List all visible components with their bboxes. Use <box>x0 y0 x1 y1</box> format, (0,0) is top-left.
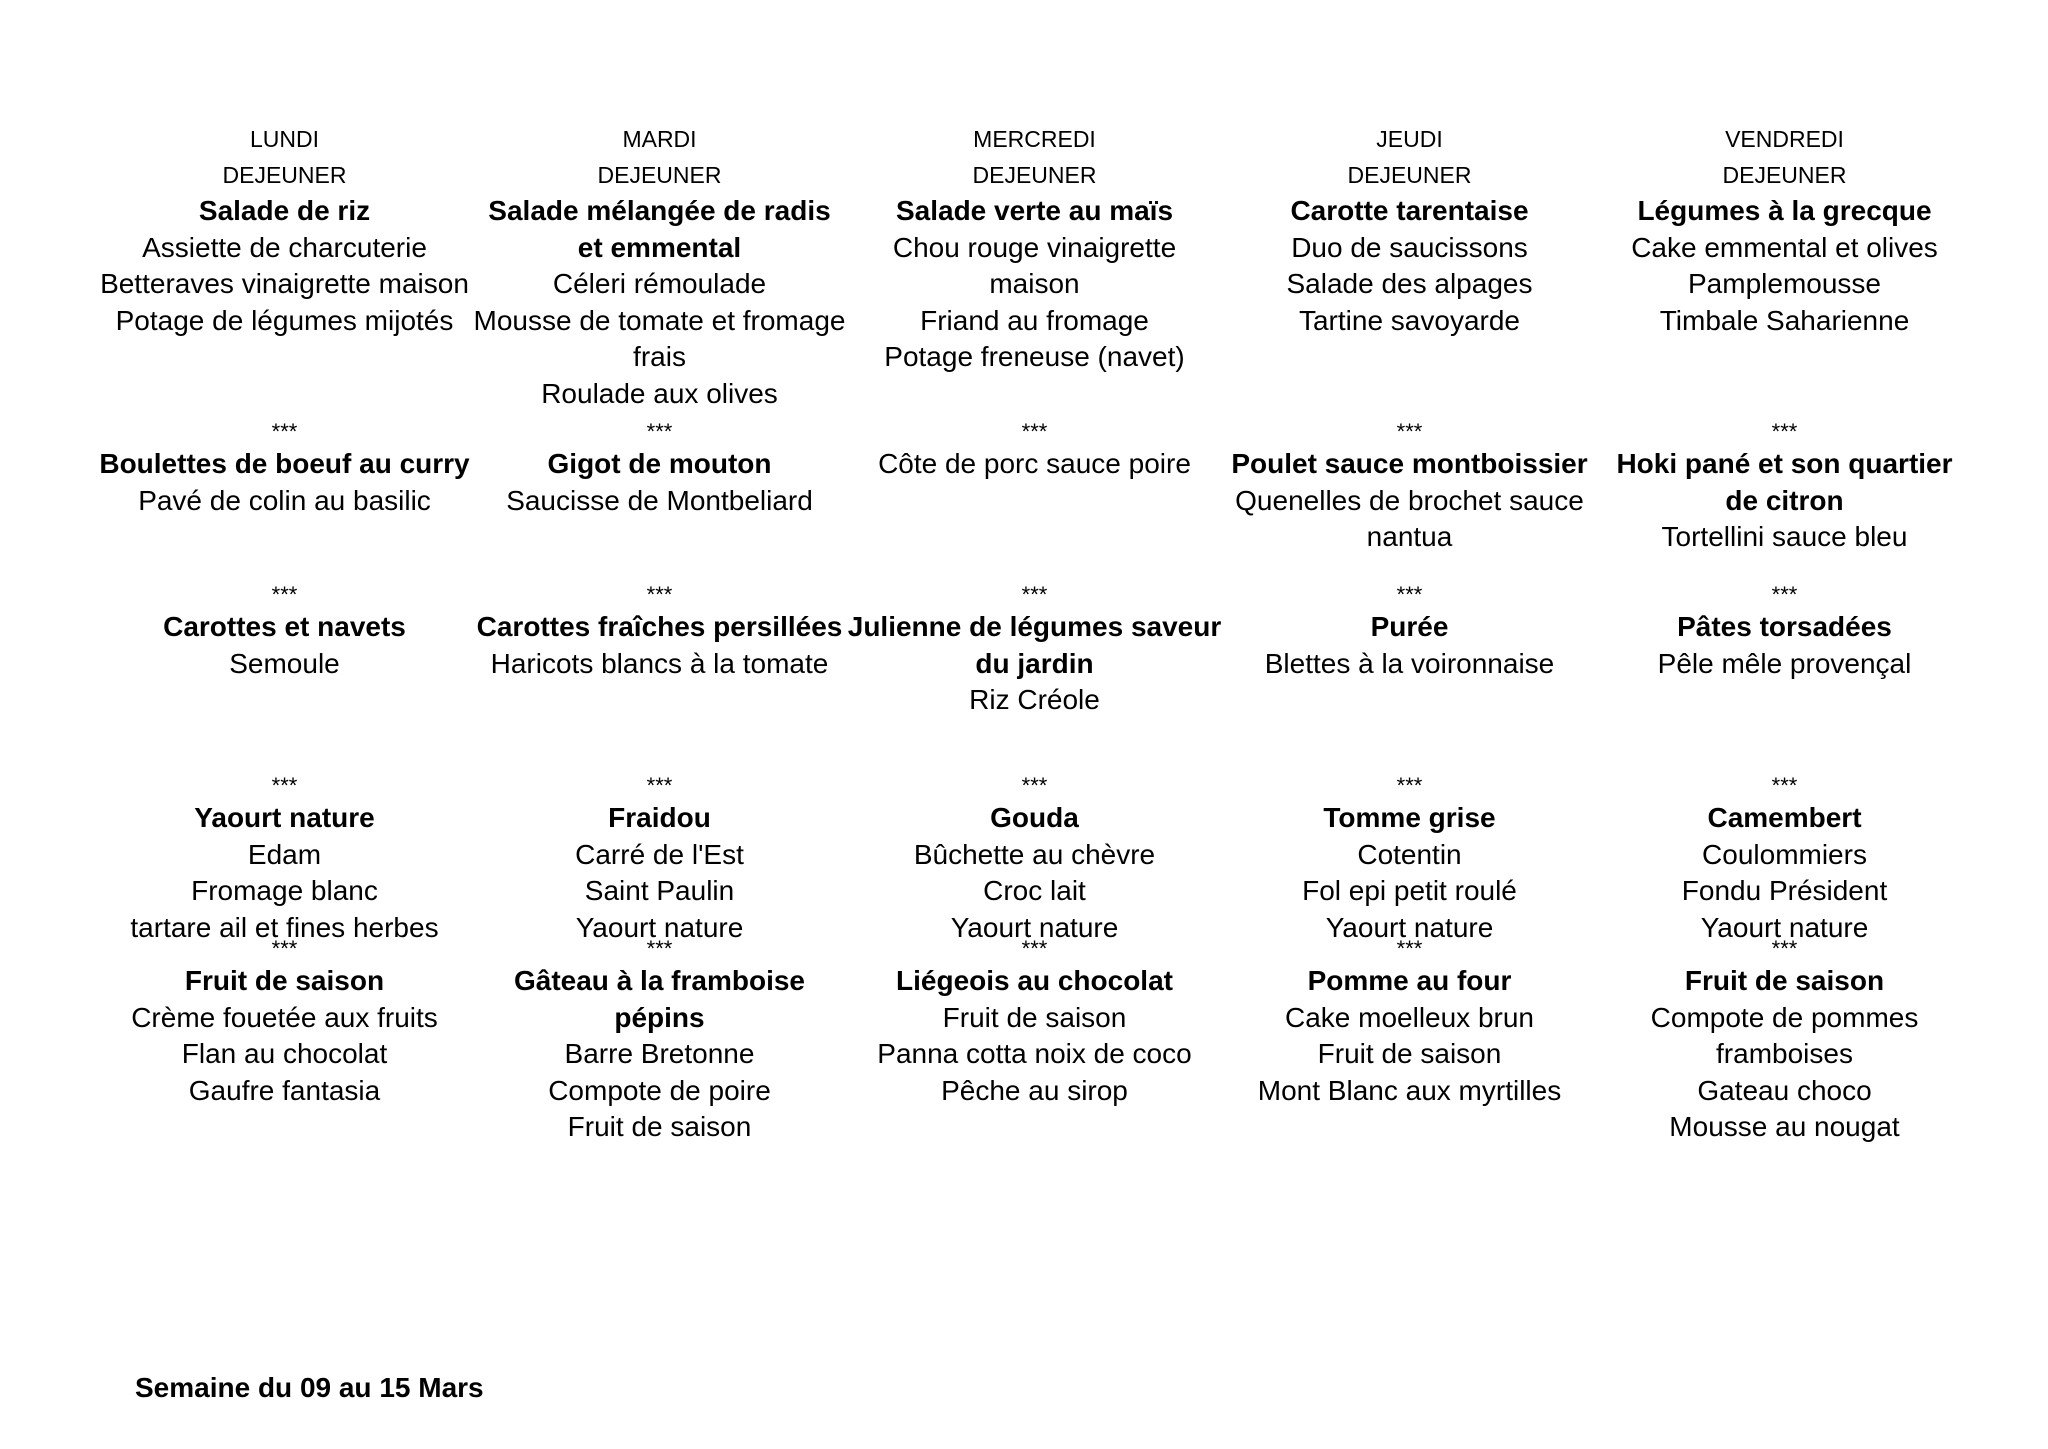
sides-dish: Pâtes torsadées <box>1677 611 1892 642</box>
starters-dish: Salade des alpages <box>1286 268 1533 299</box>
desserts-section <box>472 963 847 1142</box>
dairy-dish: Gouda <box>990 802 1079 833</box>
mains-dish: Poulet sauce montboissier <box>1231 448 1588 479</box>
starters-dish: Potage de légumes mijotés <box>115 304 454 336</box>
starters-section <box>1222 193 1597 421</box>
course-separator: *** <box>1771 582 1798 607</box>
course-separator: *** <box>1021 419 1048 444</box>
starters-dish: Tartine savoyarde <box>1298 304 1520 336</box>
course-separator: *** <box>1396 936 1423 961</box>
course-separator: *** <box>1771 773 1798 798</box>
dairy-section <box>472 800 847 943</box>
dairy-dish: Yaourt nature <box>1700 911 1869 943</box>
desserts-dish: Cake moelleux brun <box>1284 1001 1535 1033</box>
sides-dish: Blettes à la voironnaise <box>1264 647 1555 679</box>
starters-dish: Assiette de charcuterie <box>142 231 427 263</box>
course-separator: *** <box>1396 582 1423 607</box>
starters-section <box>1597 193 1972 421</box>
day-name: JEUDI <box>1376 126 1443 152</box>
desserts-dish: Gaufre fantasia <box>188 1074 381 1106</box>
dairy-dish: Edam <box>247 838 322 870</box>
sides-section <box>847 609 1222 775</box>
mains-dish: Quenelles de brochet sauce nantua <box>1235 484 1584 552</box>
starters-dish: Mousse de tomate et fromage frais <box>473 304 846 372</box>
sides-section <box>472 609 847 775</box>
sides-dish: Haricots blancs à la tomate <box>490 647 829 679</box>
sides-section <box>1597 609 1972 775</box>
dairy-dish: Coulommiers <box>1702 838 1867 870</box>
desserts-section <box>97 963 472 1131</box>
starters-dish: Cake emmental et olives <box>1631 231 1938 263</box>
mains-dish: Tortellini sauce bleu <box>1661 521 1908 552</box>
course-separator: *** <box>1021 936 1048 961</box>
dairy-dish: Fondu Président <box>1681 875 1888 906</box>
course-separator: *** <box>271 419 298 444</box>
course-separator: *** <box>646 773 673 798</box>
dairy-section <box>97 800 472 943</box>
dairy-dish: Carré de l'Est <box>575 838 744 870</box>
course-separator: *** <box>646 582 673 607</box>
meal-label: DEJEUNER <box>597 162 722 188</box>
starters-dish: Salade verte au maïs <box>895 195 1174 226</box>
sides-dish: Pêle mêle provençal <box>1657 647 1912 679</box>
desserts-dish: Fruit de saison <box>1684 965 1885 996</box>
starters-dish: Salade de riz <box>198 195 371 226</box>
desserts-dish: Liégeois au chocolat <box>896 965 1173 996</box>
course-separator: *** <box>271 936 298 961</box>
sides-dish: Riz Créole <box>969 684 1100 715</box>
desserts-dish: Panna cotta noix de coco <box>877 1038 1192 1069</box>
dairy-section <box>1222 800 1597 943</box>
desserts-dish: Mousse au nougat <box>1669 1111 1900 1142</box>
sides-dish: Julienne de légumes saveur du jardin <box>847 611 1222 679</box>
mains-section <box>1597 446 1972 584</box>
sides-dish: Purée <box>1370 611 1449 642</box>
day-column-jeudi <box>1222 121 1597 1131</box>
course-separator: *** <box>1396 419 1423 444</box>
course-separator: *** <box>1021 773 1048 798</box>
course-separator: *** <box>1771 419 1798 444</box>
dairy-dish: tartare ail et fines herbes <box>130 911 439 943</box>
dairy-dish: Fromage blanc <box>191 875 378 906</box>
sides-dish: Carottes et navets <box>163 611 406 642</box>
day-column-lundi <box>97 121 472 1131</box>
desserts-section <box>1597 963 1972 1142</box>
starters-dish: Légumes à la grecque <box>1637 195 1932 226</box>
week-label: Semaine du 09 au 15 Mars <box>135 1372 484 1403</box>
dairy-dish: Yaourt nature <box>575 911 744 943</box>
meal-label: DEJEUNER <box>972 162 1097 188</box>
desserts-section <box>1222 963 1597 1131</box>
mains-dish: Côte de porc sauce poire <box>878 448 1191 479</box>
day-name: MARDI <box>622 126 697 152</box>
mains-section <box>847 446 1222 584</box>
dairy-dish: Bûchette au chèvre <box>913 838 1156 870</box>
course-separator: *** <box>271 773 298 798</box>
desserts-dish: Barre Bretonne <box>564 1038 755 1069</box>
mains-dish: Pavé de colin au basilic <box>138 484 431 516</box>
dairy-dish: Fol epi petit roulé <box>1302 875 1517 906</box>
mains-section <box>1222 446 1597 584</box>
starters-dish: Pamplemousse <box>1688 268 1881 299</box>
course-separator: *** <box>1021 582 1048 607</box>
day-name: MERCREDI <box>973 126 1096 152</box>
desserts-section <box>847 963 1222 1131</box>
course-separator: *** <box>646 936 673 961</box>
starters-section <box>847 193 1222 421</box>
desserts-dish: Pêche au sirop <box>941 1074 1128 1106</box>
mains-section <box>472 446 847 584</box>
mains-dish: Hoki pané et son quartier de citron <box>1616 448 1953 516</box>
dairy-dish: Cotentin <box>1357 838 1462 870</box>
desserts-dish: Fruit de saison <box>1317 1038 1502 1069</box>
weekly-menu-grid <box>97 121 1972 1142</box>
starters-dish: Carotte tarentaise <box>1290 195 1529 226</box>
sides-section <box>97 609 472 775</box>
dairy-dish: Yaourt nature <box>950 911 1119 943</box>
sides-section <box>1222 609 1597 775</box>
desserts-dish: Gâteau à la framboise pépins <box>513 965 805 1033</box>
mains-dish: Boulettes de boeuf au curry <box>99 448 470 479</box>
meal-label: DEJEUNER <box>222 162 347 188</box>
desserts-dish: Fruit de saison <box>567 1111 752 1142</box>
starters-dish: Céleri rémoulade <box>552 268 767 299</box>
meal-label: DEJEUNER <box>1722 162 1847 188</box>
desserts-dish: Fruit de saison <box>942 1001 1127 1033</box>
day-column-mercredi <box>847 121 1222 1131</box>
starters-dish: Timbale Saharienne <box>1659 304 1910 336</box>
dairy-section <box>847 800 1222 943</box>
course-separator: *** <box>271 582 298 607</box>
starters-dish: Betteraves vinaigrette maison <box>100 268 469 299</box>
dairy-dish: Yaourt nature <box>1325 911 1494 943</box>
starters-dish: Chou rouge vinaigrette maison <box>892 231 1177 299</box>
course-separator: *** <box>1396 773 1423 798</box>
dairy-dish: Yaourt nature <box>194 802 375 833</box>
day-column-mardi <box>472 121 847 1142</box>
dairy-dish: Croc lait <box>983 875 1086 906</box>
starters-dish: Salade mélangée de radis et emmental <box>488 195 831 263</box>
day-column-vendredi <box>1597 121 1972 1142</box>
dairy-dish: Tomme grise <box>1323 802 1496 833</box>
mains-dish: Gigot de mouton <box>547 448 772 479</box>
desserts-dish: Compote de poire <box>548 1074 771 1106</box>
mains-section <box>97 446 472 584</box>
sides-dish: Semoule <box>229 647 340 679</box>
desserts-dish: Crème fouetée aux fruits <box>131 1001 438 1033</box>
starters-dish: Friand au fromage <box>920 304 1149 336</box>
course-separator: *** <box>646 419 673 444</box>
desserts-dish: Gateau choco <box>1697 1074 1872 1106</box>
dairy-dish: Camembert <box>1707 802 1862 833</box>
meal-label: DEJEUNER <box>1347 162 1472 188</box>
dairy-dish: Saint Paulin <box>584 875 735 906</box>
starters-dish: Roulade aux olives <box>541 377 778 409</box>
day-name: VENDREDI <box>1725 126 1844 152</box>
desserts-dish: Flan au chocolat <box>181 1038 388 1069</box>
desserts-dish: Fruit de saison <box>184 965 385 996</box>
day-name: LUNDI <box>249 126 319 152</box>
desserts-dish: Pomme au four <box>1307 965 1512 996</box>
starters-section <box>472 193 847 421</box>
starters-dish: Duo de saucissons <box>1291 231 1528 263</box>
course-separator: *** <box>1771 936 1798 961</box>
starters-section <box>97 193 472 421</box>
dairy-section <box>1597 800 1972 943</box>
sides-dish: Carottes fraîches persillées <box>476 611 843 642</box>
desserts-dish: Mont Blanc aux myrtilles <box>1257 1074 1562 1106</box>
starters-dish: Potage freneuse (navet) <box>884 341 1185 372</box>
desserts-dish: Compote de pommes framboises <box>1650 1001 1919 1069</box>
dairy-dish: Fraidou <box>608 802 711 833</box>
mains-dish: Saucisse de Montbeliard <box>506 484 813 516</box>
